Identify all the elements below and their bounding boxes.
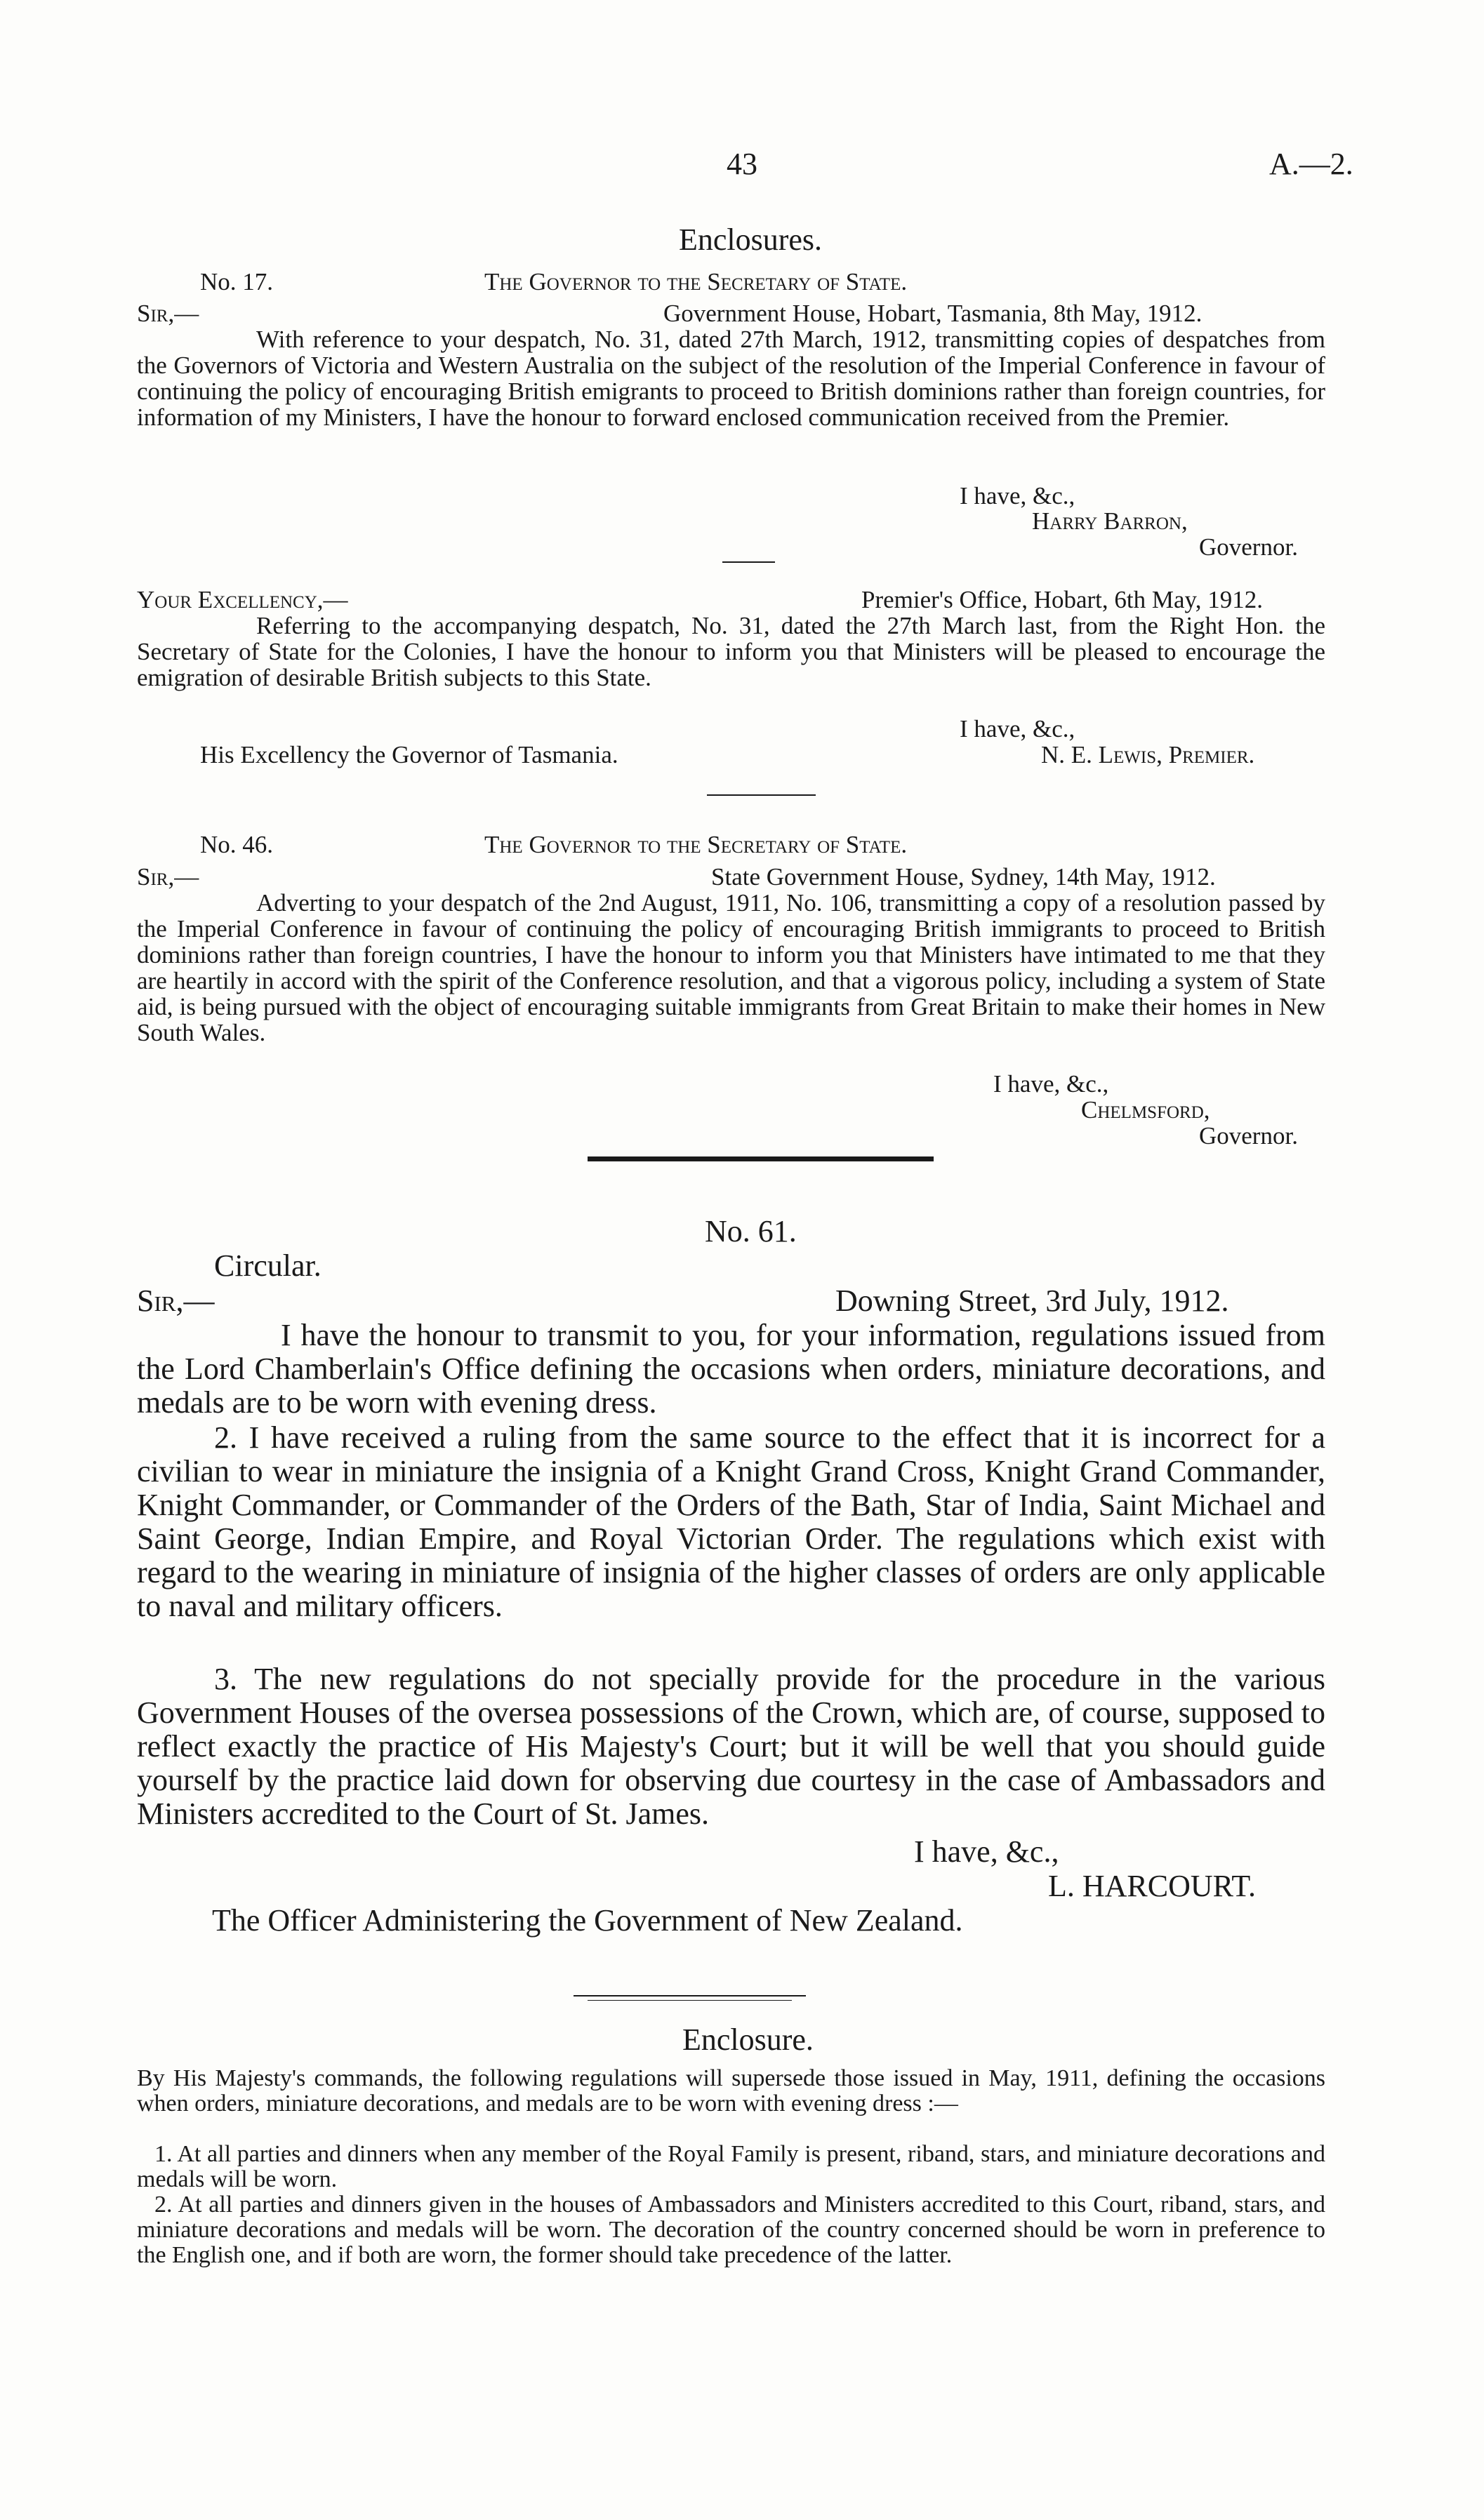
separator xyxy=(707,794,816,796)
regulation-2: 2. At all parties and dinners given in the houses of Ambassadors and Ministers accredited to this Court, riband, stars, and miniature decorations and medals will be worn. The decoration of the country concerned should be worn in preference to the English one, and if both are worn, the former should take precedence of the latter. xyxy=(137,2192,1325,2268)
salutation: Sir,— xyxy=(137,1284,215,1318)
closing: I have, &c., xyxy=(960,715,1075,742)
addressee: His Excellency the Governor of Tasmania. xyxy=(200,741,618,768)
salutation: Your Excellency,— xyxy=(137,586,348,613)
signatory: L. HARCOURT. xyxy=(1048,1869,1256,1903)
document-reference: A.—2. xyxy=(1269,147,1353,181)
letter-body: With reference to your despatch, No. 31, dated 27th March, 1912, transmitting copies of despatches from the Governors of Victoria and Western Australia on the subject of the resolution of the Imperial Conference in favour of continuing the policy of encouraging British emigrants to proceed to British dominions rather than foreign countries, for information of my Ministers, I have the honour to forward enclosed communication received from the Premier. xyxy=(137,326,1325,431)
addressee: The Officer Administering the Government of New Zealand. xyxy=(212,1903,963,1938)
despatch-number: No. 17. xyxy=(200,268,274,295)
place-date: State Government House, Sydney, 14th May, 1912. xyxy=(711,863,1216,891)
despatch-number: No. 61. xyxy=(705,1214,797,1248)
place-date: Government House, Hobart, Tasmania, 8th May, 1912. xyxy=(663,300,1203,327)
signatory: Harry Barron, xyxy=(1032,507,1188,535)
separator xyxy=(574,1995,806,1996)
closing: I have, &c., xyxy=(960,482,1075,509)
letter-body: Referring to the accompanying despatch, No. 31, dated the 27th March last, from the Right Hon. the Secretary of State for the Colonies, I have the honour to inform you that Ministers will be pleased to encourage the emigration of desirable British subjects to this State. xyxy=(137,612,1325,691)
circular-label: Circular. xyxy=(214,1248,322,1283)
place-date: Downing Street, 3rd July, 1912. xyxy=(835,1284,1229,1318)
thick-rule xyxy=(588,1156,934,1161)
despatch-title: The Governor to the Secretary of State. xyxy=(484,268,908,295)
enclosure-intro: By His Majesty's commands, the following regulations will supersede those issued in May, 1911, defining the occasions when orders, miniature decorations, and medals are to be worn with evening dress :— xyxy=(137,2065,1325,2116)
signatory-title: Governor. xyxy=(1199,1122,1298,1149)
paragraph-1: I have the honour to transmit to you, for your information, regulations issued from the Lord Chamberlain's Office defining the occasions when orders, miniature decorations, and medals are to be worn with evening dress. xyxy=(137,1318,1325,1420)
letter-body: Adverting to your despatch of the 2nd August, 1911, No. 106, transmitting a copy of a resolution passed by the Imperial Conference in favour of continuing the policy of encouraging British immigrants to proceed to British dominions rather than foreign countries, I have the honour to inform you that Ministers have intimated to me that they are heartily in accord with the spirit of the Conference resolution, and that a vigorous policy, including a system of State aid, is being pursued with the object of encouraging suitable immigrants from Great Britain to make their homes in New South Wales. xyxy=(137,889,1325,1046)
closing: I have, &c., xyxy=(914,1834,1059,1869)
regulation-1: 1. At all parties and dinners when any member of the Royal Family is present, riband, stars, and miniature decorations and medals will be worn. xyxy=(137,2141,1325,2192)
signatory: N. E. Lewis, Premier. xyxy=(1041,741,1255,768)
signatory: Chelmsford, xyxy=(1081,1096,1210,1124)
salutation: Sir,— xyxy=(137,300,199,327)
paragraph-2: 2. I have received a ruling from the same source to the effect that it is incorrect for a civilian to wear in miniature the insignia of a Knight Grand Cross, Knight Grand Commander, Knight Commander, or Commander of the Orders of the Bath, Star of India, Saint Michael and Saint George, Indian Empire, and Royal Victorian Order. The regulations which exist with regard to the wearing in miniature of insignia of the higher classes of orders are only applicable to naval and military officers. xyxy=(137,1420,1325,1623)
closing: I have, &c., xyxy=(993,1070,1109,1098)
despatch-number: No. 46. xyxy=(200,831,274,858)
paragraph-3: 3. The new regulations do not specially provide for the procedure in the various Government Houses of the oversea possessions of the Crown, which are, of course, supposed to reflect exactly the practice of His Majesty's Court; but it will be well that you should guide yourself by the practice laid down for observing due courtesy in the case of Ambassadors and Ministers accredited to the Court of St. James. xyxy=(137,1662,1325,1831)
page-number: 43 xyxy=(727,147,757,181)
enclosures-heading: Enclosures. xyxy=(679,222,823,257)
enclosure-heading: Enclosure. xyxy=(682,2022,814,2057)
separator xyxy=(722,561,775,563)
separator xyxy=(588,2000,792,2001)
place-date: Premier's Office, Hobart, 6th May, 1912. xyxy=(861,586,1264,613)
salutation: Sir,— xyxy=(137,863,199,891)
despatch-title: The Governor to the Secretary of State. xyxy=(484,831,908,858)
signatory-title: Governor. xyxy=(1199,533,1298,561)
